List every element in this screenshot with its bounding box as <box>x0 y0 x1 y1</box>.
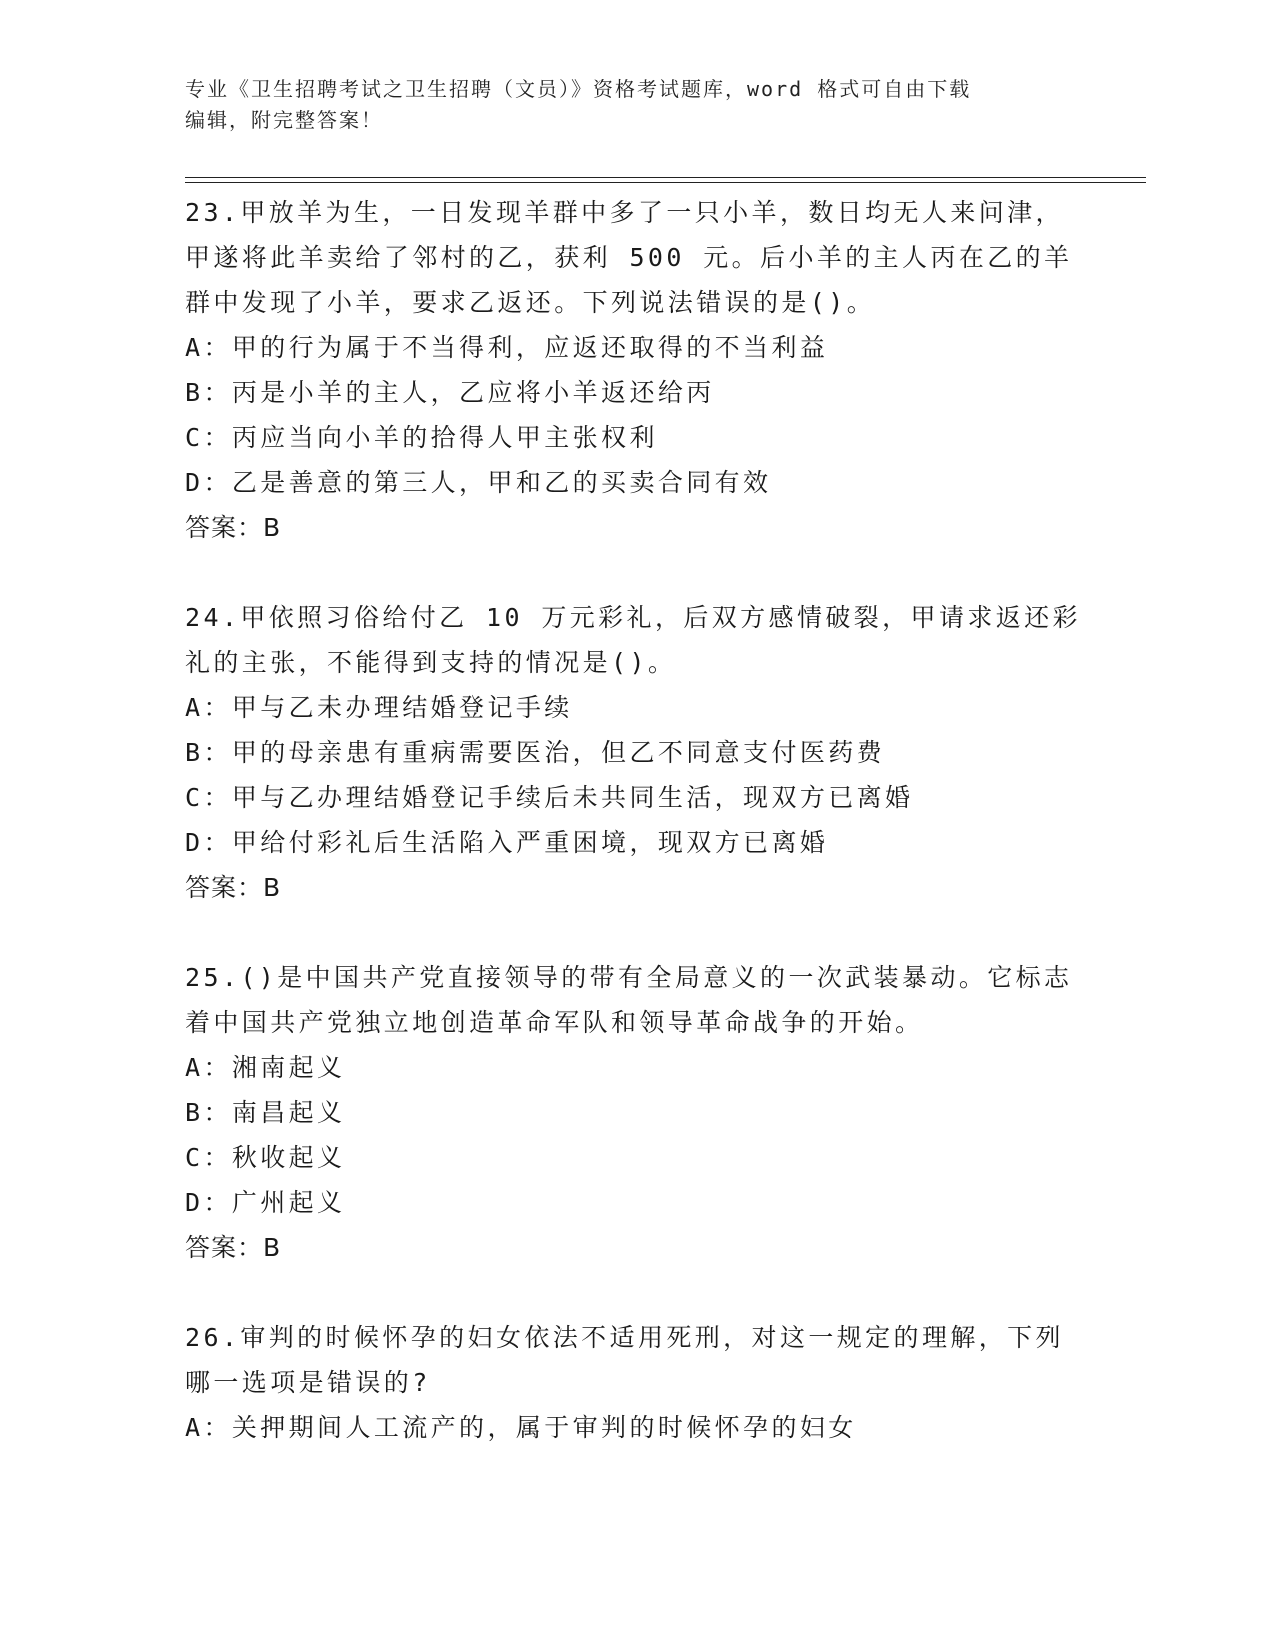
answer-line: 答案：B <box>185 873 282 902</box>
option-b: B：丙是小羊的主人，乙应将小羊返还给丙 <box>185 378 715 407</box>
question-stem: 26.审判的时候怀孕的妇女依法不适用死刑，对这一规定的理解，下列哪一选项是错误的? <box>185 1323 1064 1397</box>
option-c: C：甲与乙办理结婚登记手续后未共同生活，现双方已离婚 <box>185 783 914 812</box>
header-line-1: 专业《卫生招聘考试之卫生招聘（文员）》资格考试题库，word 格式可自由下载 <box>185 77 972 101</box>
question-stem: 25.()是中国共产党直接领导的带有全局意义的一次武装暴动。它标志着中国共产党独立地创造革命军队和领导革命战争的开始。 <box>185 963 1073 1037</box>
option-b: B：甲的母亲患有重病需要医治，但乙不同意支付医药费 <box>185 738 886 767</box>
question-stem: 24.甲依照习俗给付乙 10 万元彩礼，后双方感情破裂，甲请求返还彩礼的主张，不能得到支持的情况是()。 <box>185 603 1081 677</box>
option-a: A：关押期间人工流产的，属于审判的时候怀孕的妇女 <box>185 1413 857 1442</box>
option-a: A：湘南起义 <box>185 1053 346 1082</box>
option-c: C：秋收起义 <box>185 1143 346 1172</box>
answer-line: 答案：B <box>185 1233 282 1262</box>
header-divider-top <box>185 177 1146 178</box>
question-25 <box>185 955 1085 1270</box>
header-divider-bottom <box>185 182 1146 183</box>
option-c: C：丙应当向小羊的拾得人甲主张权利 <box>185 423 658 452</box>
option-a: A：甲与乙未办理结婚登记手续 <box>185 693 573 722</box>
question-24 <box>185 595 1085 910</box>
option-d: D：乙是善意的第三人，甲和乙的买卖合同有效 <box>185 468 772 497</box>
question-23 <box>185 190 1085 550</box>
question-26 <box>185 1315 1085 1450</box>
option-b: B：南昌起义 <box>185 1098 346 1127</box>
option-a: A：甲的行为属于不当得利，应返还取得的不当利益 <box>185 333 829 362</box>
option-d: D：甲给付彩礼后生活陷入严重困境，现双方已离婚 <box>185 828 829 857</box>
question-list <box>185 190 1085 1495</box>
question-stem: 23.甲放羊为生，一日发现羊群中多了一只小羊，数日均无人来问津，甲遂将此羊卖给了邻村的乙，获利 500 元。后小羊的主人丙在乙的羊群中发现了小羊，要求乙返还。下列说法错误的是()。 <box>185 198 1073 317</box>
option-d: D：广州起义 <box>185 1188 346 1217</box>
answer-line: 答案：B <box>185 513 282 542</box>
document-header <box>185 74 1065 136</box>
header-line-2: 编辑，附完整答案！ <box>185 108 383 132</box>
